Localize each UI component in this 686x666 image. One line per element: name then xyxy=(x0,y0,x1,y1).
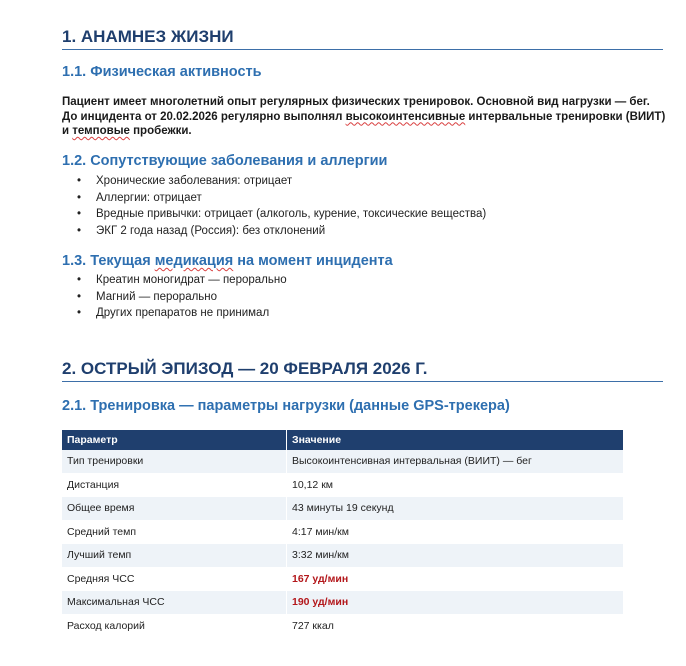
value-cell: 43 минуты 19 секунд xyxy=(287,497,624,521)
medication-list xyxy=(62,272,287,322)
paragraph-text: Пациент имеет многолетний опыт регулярных физических тренировок. Основной вид нагрузки — бег. До инцидента от 20.02.2026 регулярно выполнял xyxy=(62,96,650,123)
table-row xyxy=(62,591,624,615)
param-cell: Максимальная ЧСС xyxy=(62,591,287,615)
table-row xyxy=(62,544,624,568)
list-item: • ЭКГ 2 года назад (Россия): без отклонений xyxy=(62,223,486,240)
subsection-heading-medication xyxy=(62,252,393,270)
value-cell: 727 ккал xyxy=(287,614,624,638)
heading-text: на момент инцидента xyxy=(233,253,393,269)
table-row xyxy=(62,450,624,473)
paragraph-text: пробежки. xyxy=(129,125,192,137)
column-header-value: Значение xyxy=(287,430,624,450)
subsection-heading-training-params: 2.1. Тренировка — параметры нагрузки (данные GPS-трекера) xyxy=(62,398,510,414)
spellcheck-word[interactable]: высокоинтенсивные xyxy=(345,110,466,123)
spellcheck-word[interactable]: темповые xyxy=(72,125,130,137)
subsection-heading-comorbidities: 1.2. Сопутствующие заболевания и аллергии xyxy=(62,153,388,169)
section-heading-anamnesis: 1. АНАМНЕЗ ЖИЗНИ xyxy=(62,27,663,50)
value-cell-alert: 190 уд/мин xyxy=(287,591,624,615)
section-heading-acute-episode: 2. ОСТРЫЙ ЭПИЗОД — 20 ФЕВРАЛЯ 2026 Г. xyxy=(62,359,663,382)
list-item: • Вредные привычки: отрицает (алкоголь, курение, токсические вещества) xyxy=(62,206,486,223)
table-row xyxy=(62,567,624,591)
heading-text: 1.3. Текущая xyxy=(62,253,155,269)
spellcheck-word[interactable]: медикация xyxy=(154,253,234,269)
list-item: • Аллергии: отрицает xyxy=(62,190,486,207)
param-cell: Тип тренировки xyxy=(62,450,287,473)
table-row xyxy=(62,520,624,544)
list-item: • Хронические заболевания: отрицает xyxy=(62,173,486,190)
value-cell: 10,12 км xyxy=(287,473,624,497)
list-item: • Креатин моногидрат — перорально xyxy=(62,272,287,289)
table-row xyxy=(62,614,624,638)
comorbidities-list xyxy=(62,173,486,239)
list-item: • Других препаратов не принимал xyxy=(62,305,287,322)
param-cell: Расход калорий xyxy=(62,614,287,638)
physical-activity-paragraph xyxy=(62,95,668,139)
table-row xyxy=(62,497,624,521)
param-cell: Дистанция xyxy=(62,473,287,497)
subsection-heading-physical-activity: 1.1. Физическая активность xyxy=(62,64,262,80)
table-header-row xyxy=(62,430,624,450)
value-cell: Высокоинтенсивная интервальная (ВИИТ) — бег xyxy=(287,450,624,473)
training-params-table xyxy=(62,430,624,638)
table-row xyxy=(62,473,624,497)
list-item: • Магний — перорально xyxy=(62,289,287,306)
param-cell: Средний темп xyxy=(62,520,287,544)
value-cell: 3:32 мин/км xyxy=(287,544,624,568)
paragraph-text: интервальные тренировки (ВИИТ) и xyxy=(62,110,666,137)
param-cell: Средняя ЧСС xyxy=(62,567,287,591)
param-cell: Лучший темп xyxy=(62,544,287,568)
value-cell-alert: 167 уд/мин xyxy=(287,567,624,591)
column-header-parameter: Параметр xyxy=(62,430,287,450)
value-cell: 4:17 мин/км xyxy=(287,520,624,544)
param-cell: Общее время xyxy=(62,497,287,521)
